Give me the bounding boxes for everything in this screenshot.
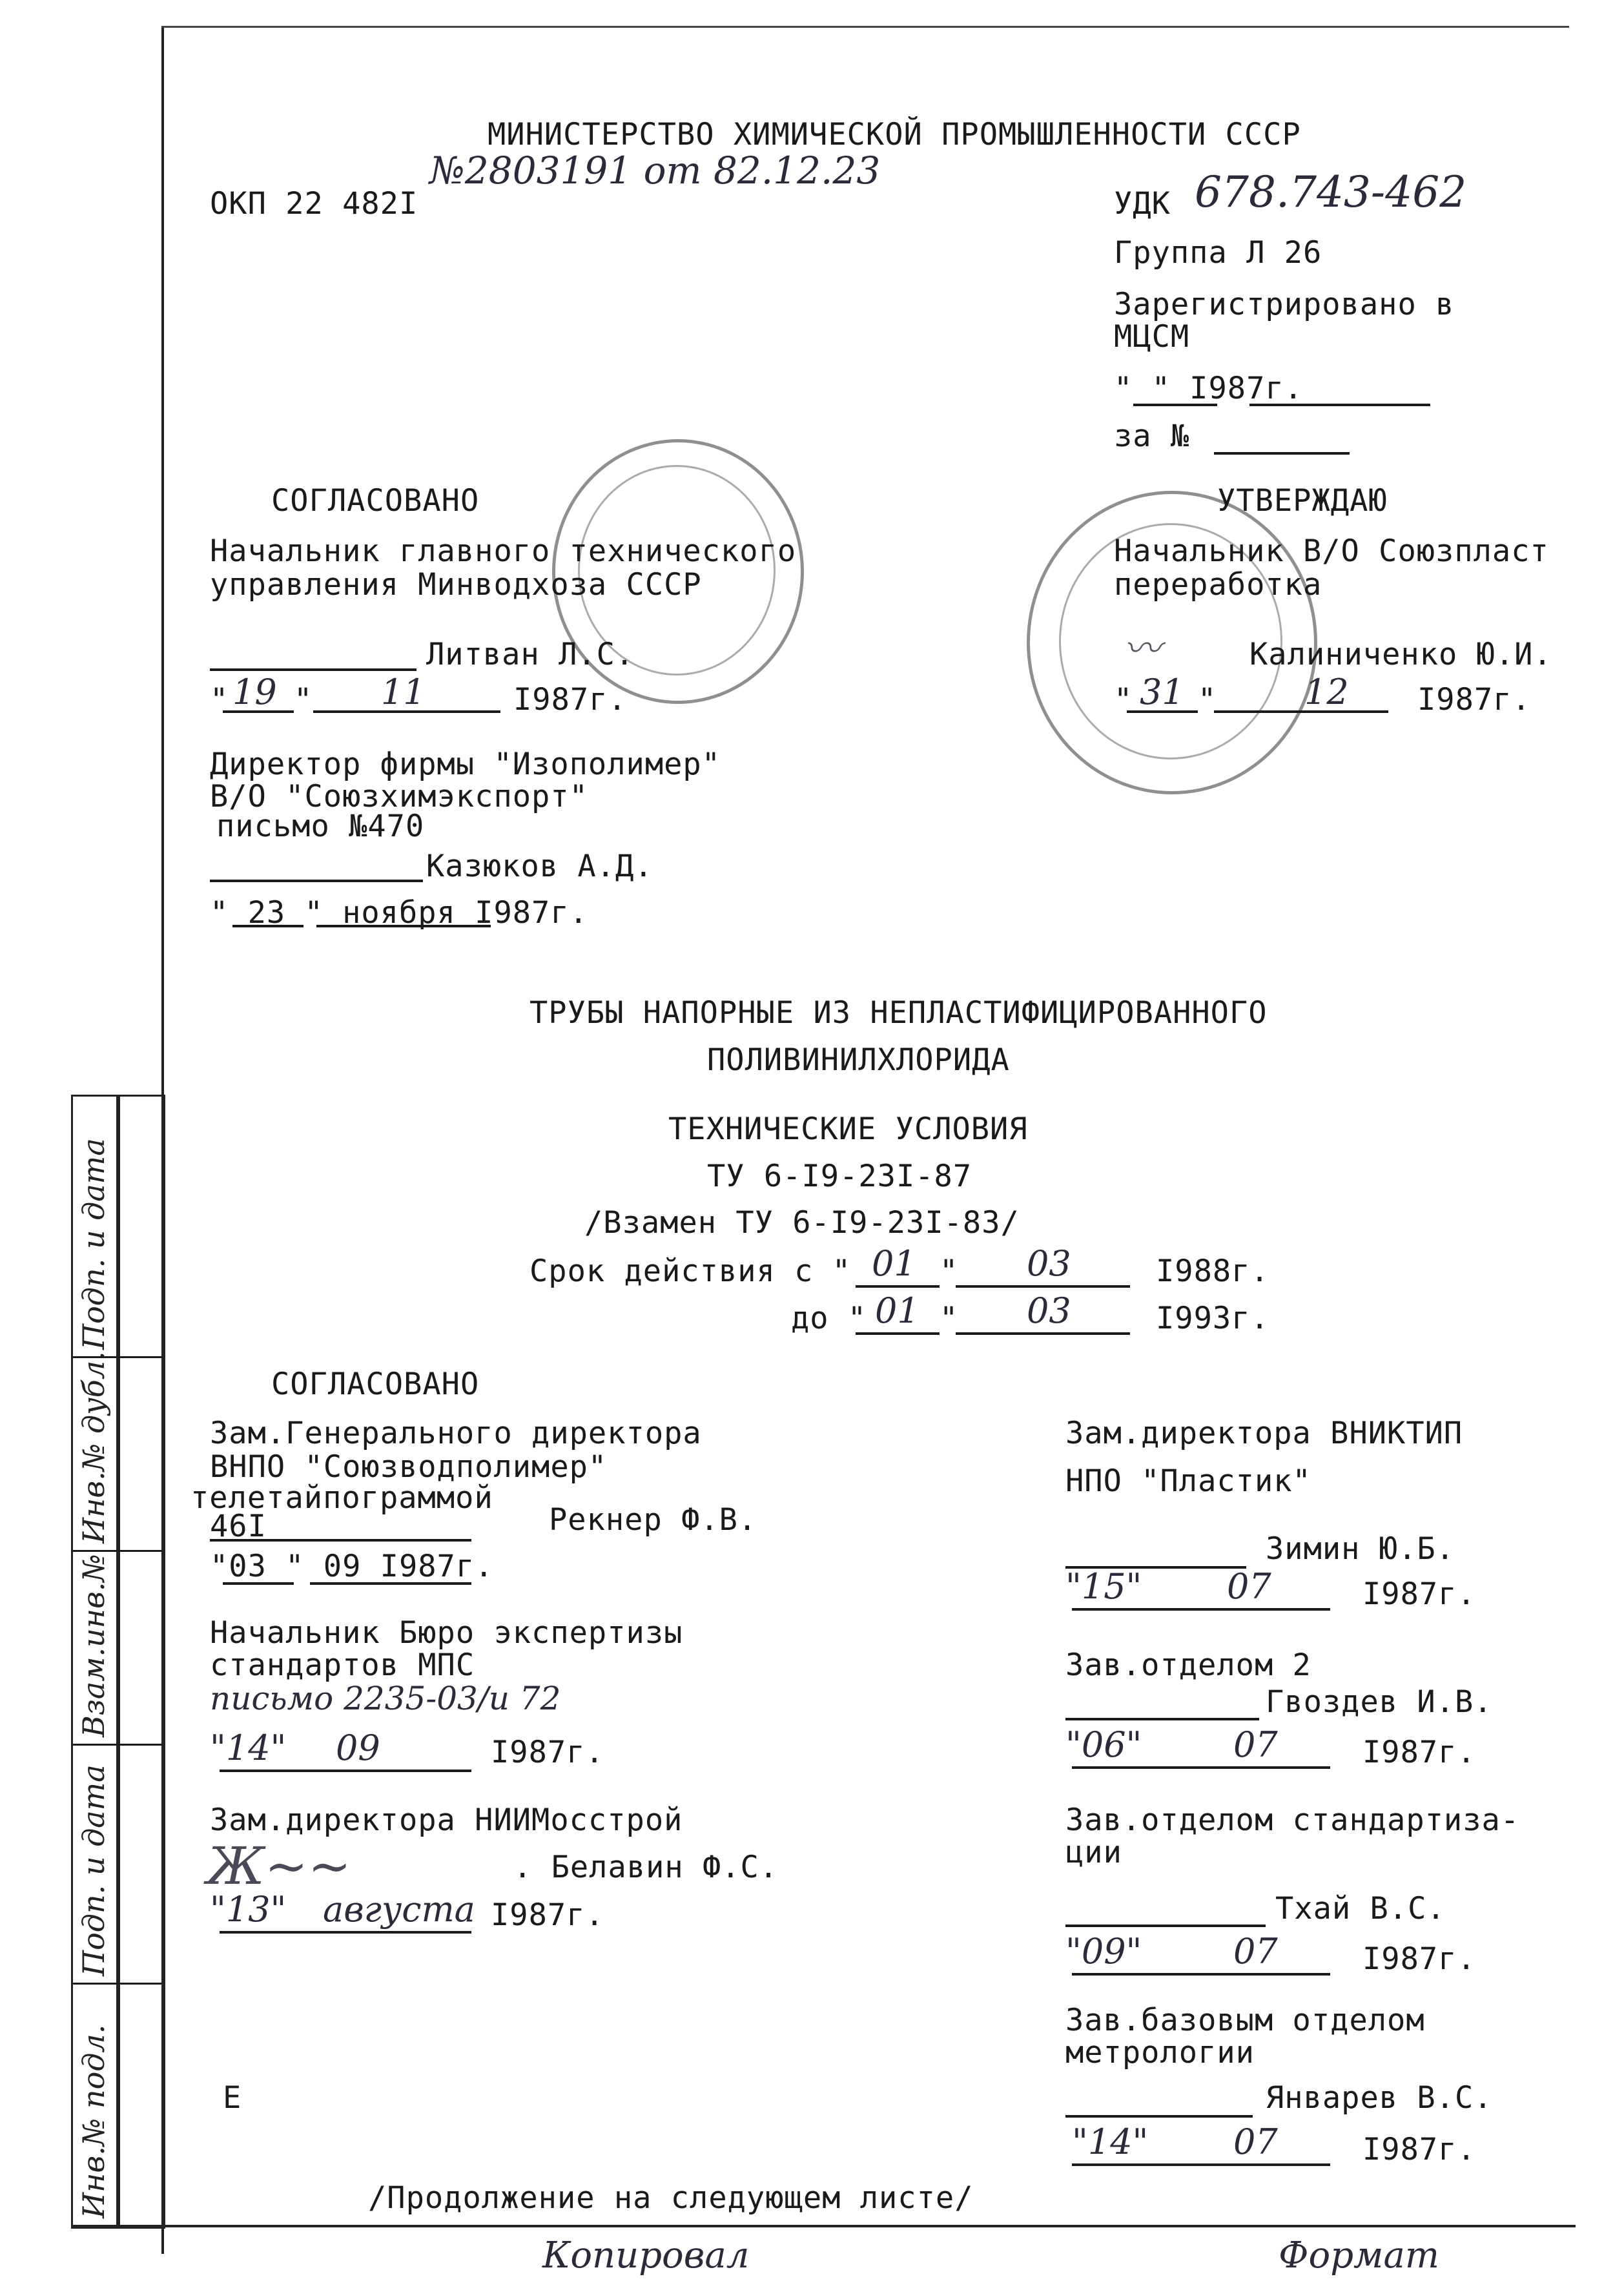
registered-month-underline bbox=[1249, 404, 1430, 406]
agreed2-r4-signature-line bbox=[1065, 2115, 1253, 2118]
agreed2-r4-line2: метрологии bbox=[1065, 2035, 1255, 2070]
format-label: Формат bbox=[1279, 2235, 1439, 2276]
agreed2-b1-signature-line bbox=[210, 1539, 471, 1542]
agreed2-b1-line3: телетайпограммой bbox=[190, 1480, 493, 1516]
okp-code: ОКП 22 482I bbox=[210, 186, 418, 222]
side-stamp-inv-dup: Инв.№ дубл. bbox=[76, 1351, 111, 1543]
validity-to-month: 03 bbox=[1027, 1290, 1071, 1331]
director-line2: В/О "Союзхимэкспорт" bbox=[210, 779, 588, 814]
agreed2-r4-date-year: I987г. bbox=[1362, 2132, 1476, 2167]
agreed2-b2-handwritten-letter: письмо 2235-03/и 72 bbox=[210, 1680, 561, 1717]
left-date-day: 19 bbox=[232, 672, 277, 712]
registered-day-underline bbox=[1133, 404, 1217, 406]
validity-to-day-underline bbox=[856, 1332, 940, 1335]
registered-date: " " I987г. bbox=[1114, 371, 1303, 406]
left-approval-line1: Начальник главного технического bbox=[210, 533, 797, 569]
left-approval-line2: управления Минводхоза СССР bbox=[210, 567, 702, 603]
registered-number: за № bbox=[1114, 418, 1190, 454]
right-approval-line2: переработка bbox=[1114, 567, 1322, 603]
director-signature-line bbox=[210, 880, 423, 882]
agreed2-b2-date-month: 09 bbox=[336, 1728, 380, 1768]
side-stamp-sign-date-2: Подп. и дата bbox=[76, 1138, 111, 1350]
right-approval-heading: УТВЕРЖДАЮ bbox=[1217, 483, 1388, 519]
doc-title-line1: ТРУБЫ НАПОРНЫЕ ИЗ НЕПЛАСТИФИЦИРОВАННОГО bbox=[529, 995, 1268, 1031]
agreed2-b3-date-year: I987г. bbox=[491, 1897, 604, 1933]
validity-to-month-underline bbox=[956, 1332, 1130, 1335]
agreed2-r2-date-underline bbox=[1072, 1766, 1330, 1769]
agreed2-b3-signature: Ж~~ bbox=[207, 1836, 351, 1896]
agreed2-r1-line1: Зам.директора ВНИКТИП bbox=[1065, 1416, 1463, 1451]
director-date-month-underline bbox=[316, 925, 491, 927]
agreed2-b1-date-month-underline bbox=[310, 1582, 471, 1585]
agreed2-r2-signature-line bbox=[1065, 1718, 1259, 1720]
copied-by-label: Копировал bbox=[542, 2235, 750, 2276]
side-stamp-column-b bbox=[116, 1095, 165, 2229]
agreed2-b2-line1: Начальник Бюро экспертизы bbox=[210, 1615, 683, 1651]
right-approval-signer: Калиниченко Ю.И. bbox=[1249, 637, 1552, 672]
side-stamp-inv-original: Инв.№ подл. bbox=[76, 2024, 111, 2218]
continuation-note: /Продолжение на следующем листе/ bbox=[368, 2180, 974, 2216]
doc-code: ТУ 6-I9-23I-87 bbox=[707, 1159, 972, 1194]
agreed2-b1-line1: Зам.Генерального директора bbox=[210, 1416, 702, 1451]
validity-to-label: до " bbox=[791, 1301, 867, 1336]
registered-line2: МЦСМ bbox=[1114, 319, 1190, 355]
agreed2-b2-date-underline bbox=[220, 1770, 471, 1772]
left-date-mid-quote: " bbox=[294, 682, 313, 717]
validity-from-day-underline bbox=[856, 1285, 940, 1288]
agreed2-r4-signer: Январев В.С. bbox=[1266, 2080, 1493, 2116]
doc-title-line3: ТЕХНИЧЕСКИЕ УСЛОВИЯ bbox=[668, 1111, 1028, 1147]
agreed2-b3-signer: . Белавин Ф.С. bbox=[513, 1850, 779, 1885]
left-approval-signer: Литван Л.С. bbox=[426, 637, 635, 672]
agreed2-r3-date-day: "09" bbox=[1065, 1931, 1142, 1972]
right-date-month: 12 bbox=[1304, 672, 1349, 712]
left-date-year: I987г. bbox=[513, 682, 627, 717]
agreed2-r4-date-day: "14" bbox=[1072, 2121, 1149, 2162]
agreed2-r1-line2: НПО "Пластик" bbox=[1065, 1463, 1311, 1499]
registered-number-underline bbox=[1214, 452, 1350, 455]
side-stamp-replace-inv: Взам.инв.№ bbox=[76, 1554, 111, 1737]
left-date-day-underline bbox=[223, 710, 294, 713]
agreed2-r3-date-underline bbox=[1072, 1973, 1330, 1976]
validity-from-quote: " bbox=[940, 1254, 959, 1289]
agreed2-r3-date-year: I987г. bbox=[1362, 1941, 1476, 1977]
agreed2-r4-line1: Зав.базовым отделом bbox=[1065, 2003, 1425, 2038]
agreed2-b1-date-day-underline bbox=[223, 1582, 294, 1585]
agreed2-r4-date-underline bbox=[1072, 2163, 1330, 2166]
left-approval-heading: СОГЛАСОВАНО bbox=[271, 483, 480, 519]
right-approval-line1: Начальник В/О Союзпласт bbox=[1114, 533, 1549, 569]
agreed2-b2-date-year: I987г. bbox=[491, 1735, 604, 1770]
right-date-month-underline bbox=[1214, 710, 1388, 713]
side-stamp-sign-date-1: Подп. и дата bbox=[76, 1764, 111, 1976]
agreed2-r3-line2: ции bbox=[1065, 1835, 1122, 1870]
agreed2-r1-date-year: I987г. bbox=[1362, 1576, 1476, 1612]
director-line1: Директор фирмы "Изополимер" bbox=[210, 747, 721, 782]
right-date-open-quote: " bbox=[1114, 682, 1133, 717]
agreed2-r4-date-month: 07 bbox=[1233, 2121, 1278, 2162]
left-date-month-underline bbox=[313, 710, 500, 713]
agreed2-r2-date-month: 07 bbox=[1233, 1724, 1278, 1765]
validity-from-day: 01 bbox=[872, 1243, 916, 1284]
udk-value: 678.743-462 bbox=[1195, 167, 1467, 217]
agreed2-b3-date-day: "13" bbox=[210, 1889, 287, 1930]
agreed2-r3-signer: Тхай В.С. bbox=[1275, 1891, 1446, 1926]
agreed2-b3-date-month: августа bbox=[323, 1889, 475, 1930]
left-date-open-quote: " bbox=[210, 682, 229, 717]
validity-to-day: 01 bbox=[875, 1290, 920, 1331]
validity-to-year: I993г. bbox=[1156, 1301, 1269, 1336]
udk-label: УДК bbox=[1114, 186, 1171, 222]
doc-title-line2: ПОЛИВИНИЛХЛОРИДА bbox=[707, 1042, 1010, 1078]
left-signature-line bbox=[210, 668, 416, 671]
agreed2-r2-date-day: "06" bbox=[1065, 1724, 1142, 1765]
agreed2-b1-line2: ВНПО "Союзводполимер" bbox=[210, 1449, 608, 1485]
letter-e: Е bbox=[223, 2080, 242, 2116]
agreed2-heading: СОГЛАСОВАНО bbox=[271, 1367, 480, 1402]
agreed2-r3-line1: Зав.отделом стандартиза- bbox=[1065, 1802, 1520, 1838]
right-signature: 〰 bbox=[1124, 626, 1162, 670]
agreed2-r2-signer: Гвоздев И.В. bbox=[1266, 1684, 1493, 1720]
agreed2-b1-date: "03 " 09 I987г. bbox=[210, 1549, 494, 1584]
ministry-heading: МИНИСТЕРСТВО ХИМИЧЕСКОЙ ПРОМЫШЛЕННОСТИ СССР bbox=[488, 117, 1301, 152]
agreed2-b1-line4: 46I bbox=[210, 1509, 267, 1544]
agreed2-b1-signer: Рекнер Ф.В. bbox=[549, 1502, 757, 1538]
validity-from-label: Срок действия с " bbox=[529, 1254, 852, 1289]
page-frame-bottom bbox=[71, 2225, 1576, 2227]
agreed2-r3-signature-line bbox=[1065, 1925, 1266, 1927]
agreed2-b2-date-day: "14" bbox=[210, 1728, 287, 1768]
side-stamp-divider-3 bbox=[71, 1744, 161, 1746]
agreed2-r2-line1: Зав.отделом 2 bbox=[1065, 1647, 1311, 1683]
director-line3: письмо №470 bbox=[216, 809, 425, 844]
validity-from-month-underline bbox=[956, 1285, 1130, 1288]
agreed2-b2-line2: стандартов МПС bbox=[210, 1647, 475, 1683]
agreed2-b3-date-underline bbox=[220, 1931, 471, 1934]
agreed2-b3-line1: Зам.директора НИИМосстрой bbox=[210, 1802, 683, 1838]
validity-from-year: I988г. bbox=[1156, 1254, 1269, 1289]
doc-replaces: /Взамен ТУ 6-I9-23I-83/ bbox=[584, 1205, 1020, 1241]
left-date-month: 11 bbox=[381, 672, 426, 712]
right-date-year: I987г. bbox=[1417, 682, 1531, 717]
director-date: " 23 " ноября I987г. bbox=[210, 895, 588, 931]
agreed2-r1-signer: Зимин Ю.Б. bbox=[1266, 1531, 1455, 1567]
handwritten-registration: №2803191 от 82.12.23 bbox=[429, 149, 881, 192]
right-date-day-underline bbox=[1127, 710, 1198, 713]
agreed2-r1-date-day: "15" bbox=[1065, 1566, 1142, 1607]
director-date-day-underline bbox=[232, 925, 303, 927]
registered-line1: Зарегистрировано в bbox=[1114, 287, 1455, 322]
page-frame-top bbox=[161, 26, 1569, 28]
side-stamp-divider-4 bbox=[71, 1983, 161, 1985]
group-code: Группа Л 26 bbox=[1114, 235, 1322, 271]
director-signer: Казюков А.Д. bbox=[426, 849, 653, 884]
agreed2-r1-date-underline bbox=[1072, 1608, 1330, 1611]
validity-to-quote: " bbox=[940, 1301, 959, 1336]
right-date-day: 31 bbox=[1140, 672, 1184, 712]
side-stamp-divider-2 bbox=[71, 1550, 161, 1552]
agreed2-r1-date-month: 07 bbox=[1227, 1566, 1271, 1607]
agreed2-r3-date-month: 07 bbox=[1233, 1931, 1278, 1972]
validity-from-month: 03 bbox=[1027, 1243, 1071, 1284]
right-date-mid-quote: " bbox=[1198, 682, 1217, 717]
agreed2-r2-date-year: I987г. bbox=[1362, 1735, 1476, 1770]
